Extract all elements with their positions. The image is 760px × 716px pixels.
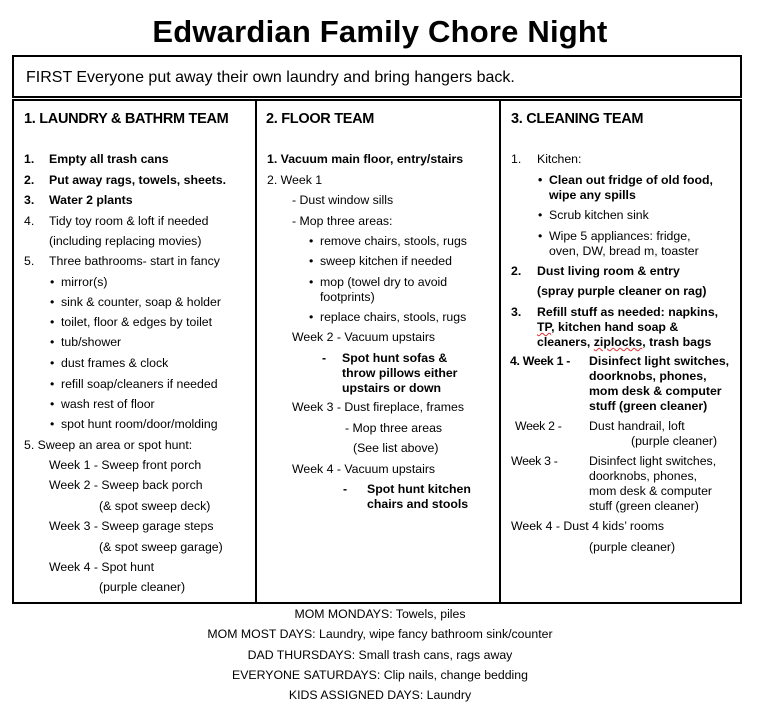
list-item: - Mop three areas: (292, 214, 393, 228)
list-item: 1. Vacuum main floor, entry/stairs (267, 152, 464, 166)
list-item: Dust handrail, loft (589, 419, 685, 433)
column-header: 1. LAUNDRY & BATHRM TEAM (24, 111, 229, 127)
list-item: throw pillows either (342, 366, 458, 380)
column-divider (499, 99, 501, 604)
bullet-item: • mop (towel dry to avoid (320, 275, 447, 290)
list-item: (See list above) (353, 441, 439, 455)
bullet-item: • spot hunt room/door/molding (61, 417, 218, 432)
list-item: Spot hunt kitchen (367, 482, 471, 496)
list-item: Week 4 - Vacuum upstairs (292, 462, 436, 476)
list-item: Spot hunt sofas & (342, 351, 448, 365)
list-item: doorknobs, phones, (589, 369, 707, 383)
bullet-item: • Scrub kitchen sink (549, 208, 649, 223)
list-item: Three bathrooms- start in fancy (49, 254, 220, 268)
list-item: cleaners, ziplocks, trash bags (537, 335, 712, 349)
list-item: Disinfect light switches, (589, 354, 730, 368)
bullet-item: • sink & counter, soap & holder (61, 295, 221, 310)
list-number: 4. (24, 214, 35, 228)
first-instruction: FIRST Everyone put away their own laundry and bring hangers back. (26, 69, 515, 86)
list-item: (including replacing movies) (49, 234, 202, 248)
page-title: Edwardian Family Chore Night (152, 14, 608, 49)
list-item: upstairs or down (342, 381, 442, 395)
week-label: 4. Week 1 - (510, 354, 571, 368)
list-item: Put away rags, towels, sheets. (49, 173, 227, 187)
bullet-item: • mirror(s) (61, 275, 107, 290)
bullet-item: • sweep kitchen if needed (320, 254, 452, 269)
list-number: 3. (511, 305, 522, 319)
list-item: (spray purple cleaner on rag) (537, 284, 707, 298)
list-item: (purple cleaner) (99, 580, 186, 594)
bullet-item-continued: footprints) (320, 290, 375, 304)
list-item: Week 3 - Sweep garage steps (49, 519, 214, 533)
dash-marker: - (343, 482, 348, 496)
list-item: Refill stuff as needed: napkins, (537, 305, 719, 319)
list-item: Disinfect light switches, (589, 454, 717, 468)
list-item: chairs and stools (367, 497, 469, 511)
spellcheck-word: TP (537, 320, 552, 334)
list-item: Dust living room & entry (537, 264, 680, 278)
list-item: (& spot sweep garage) (99, 540, 223, 554)
bullet-item: • toilet, floor & edges by toilet (61, 315, 212, 330)
list-item: stuff (green cleaner) (589, 499, 699, 513)
bullet-item-continued: wipe any spills (549, 188, 636, 202)
list-item: 2. Week 1 (267, 173, 323, 187)
spellcheck-word: ziplocks (593, 335, 643, 349)
list-number: 2. (511, 264, 522, 278)
footer-line: EVERYONE SATURDAYS: Clip nails, change bedding (232, 668, 528, 682)
list-number: 3. (24, 193, 35, 207)
list-item: doorknobs, phones, (589, 469, 698, 483)
list-item: Week 3 - Dust fireplace, frames (292, 400, 464, 414)
list-item: (& spot sweep deck) (99, 499, 211, 513)
footer-line: DAD THURSDAYS: Small trash cans, rags away (247, 648, 513, 662)
list-item: (purple cleaner) (589, 540, 676, 554)
list-item: Week 4 - Dust 4 kids’ rooms (511, 519, 665, 533)
footer-line: KIDS ASSIGNED DAYS: Laundry (288, 688, 472, 702)
week-label: Week 2 - (515, 419, 562, 433)
list-item: mom desk & computer (589, 384, 722, 398)
list-item: - Mop three areas (345, 421, 443, 435)
bullet-item: • Wipe 5 appliances: fridge, (549, 229, 691, 244)
bullet-item: • tub/shower (61, 335, 121, 350)
list-item: Water 2 plants (49, 193, 133, 207)
list-item: Week 2 - Vacuum upstairs (292, 330, 436, 344)
list-item: Empty all trash cans (49, 152, 169, 166)
week-label: Week 3 - (511, 454, 558, 468)
bullet-item: • refill soap/cleaners if needed (61, 377, 218, 392)
footer-line: MOM MOST DAYS: Laundry, wipe fancy bathroom sink/counter (207, 627, 553, 641)
bullet-item: • dust frames & clock (61, 356, 168, 371)
list-item: Week 1 - Sweep front porch (49, 458, 202, 472)
list-item: Tidy toy room & loft if needed (49, 214, 209, 228)
list-item: Kitchen: (537, 152, 582, 166)
dash-marker: - (322, 351, 327, 365)
column-divider (255, 99, 257, 604)
list-number: 1. (24, 152, 35, 166)
column-header: 2. FLOOR TEAM (266, 111, 375, 127)
list-number: 2. (24, 173, 35, 187)
list-item: stuff (green cleaner) (589, 399, 708, 413)
list-item: Week 4 - Spot hunt (49, 560, 155, 574)
list-number: 1. (511, 152, 522, 166)
footer-line: MOM MONDAYS: Towels, piles (294, 607, 466, 621)
list-number: 5. (24, 254, 35, 268)
list-item: (purple cleaner) (631, 434, 718, 448)
bullet-item: • wash rest of floor (61, 397, 155, 412)
bullet-item: • remove chairs, stools, rugs (320, 234, 467, 249)
list-item: Week 2 - Sweep back porch (49, 478, 203, 492)
column-header: 3. CLEANING TEAM (511, 111, 644, 127)
bullet-item: • Clean out fridge of old food, (549, 173, 713, 188)
list-item: mom desk & computer (589, 484, 713, 498)
bullet-item: • replace chairs, stools, rugs (320, 310, 466, 325)
list-item: 5. Sweep an area or spot hunt: (24, 438, 193, 452)
list-item: - Dust window sills (292, 193, 394, 207)
list-item: TP, kitchen hand soap & (537, 320, 679, 334)
bullet-item-continued: oven, DW, bread m, toaster (549, 244, 699, 258)
